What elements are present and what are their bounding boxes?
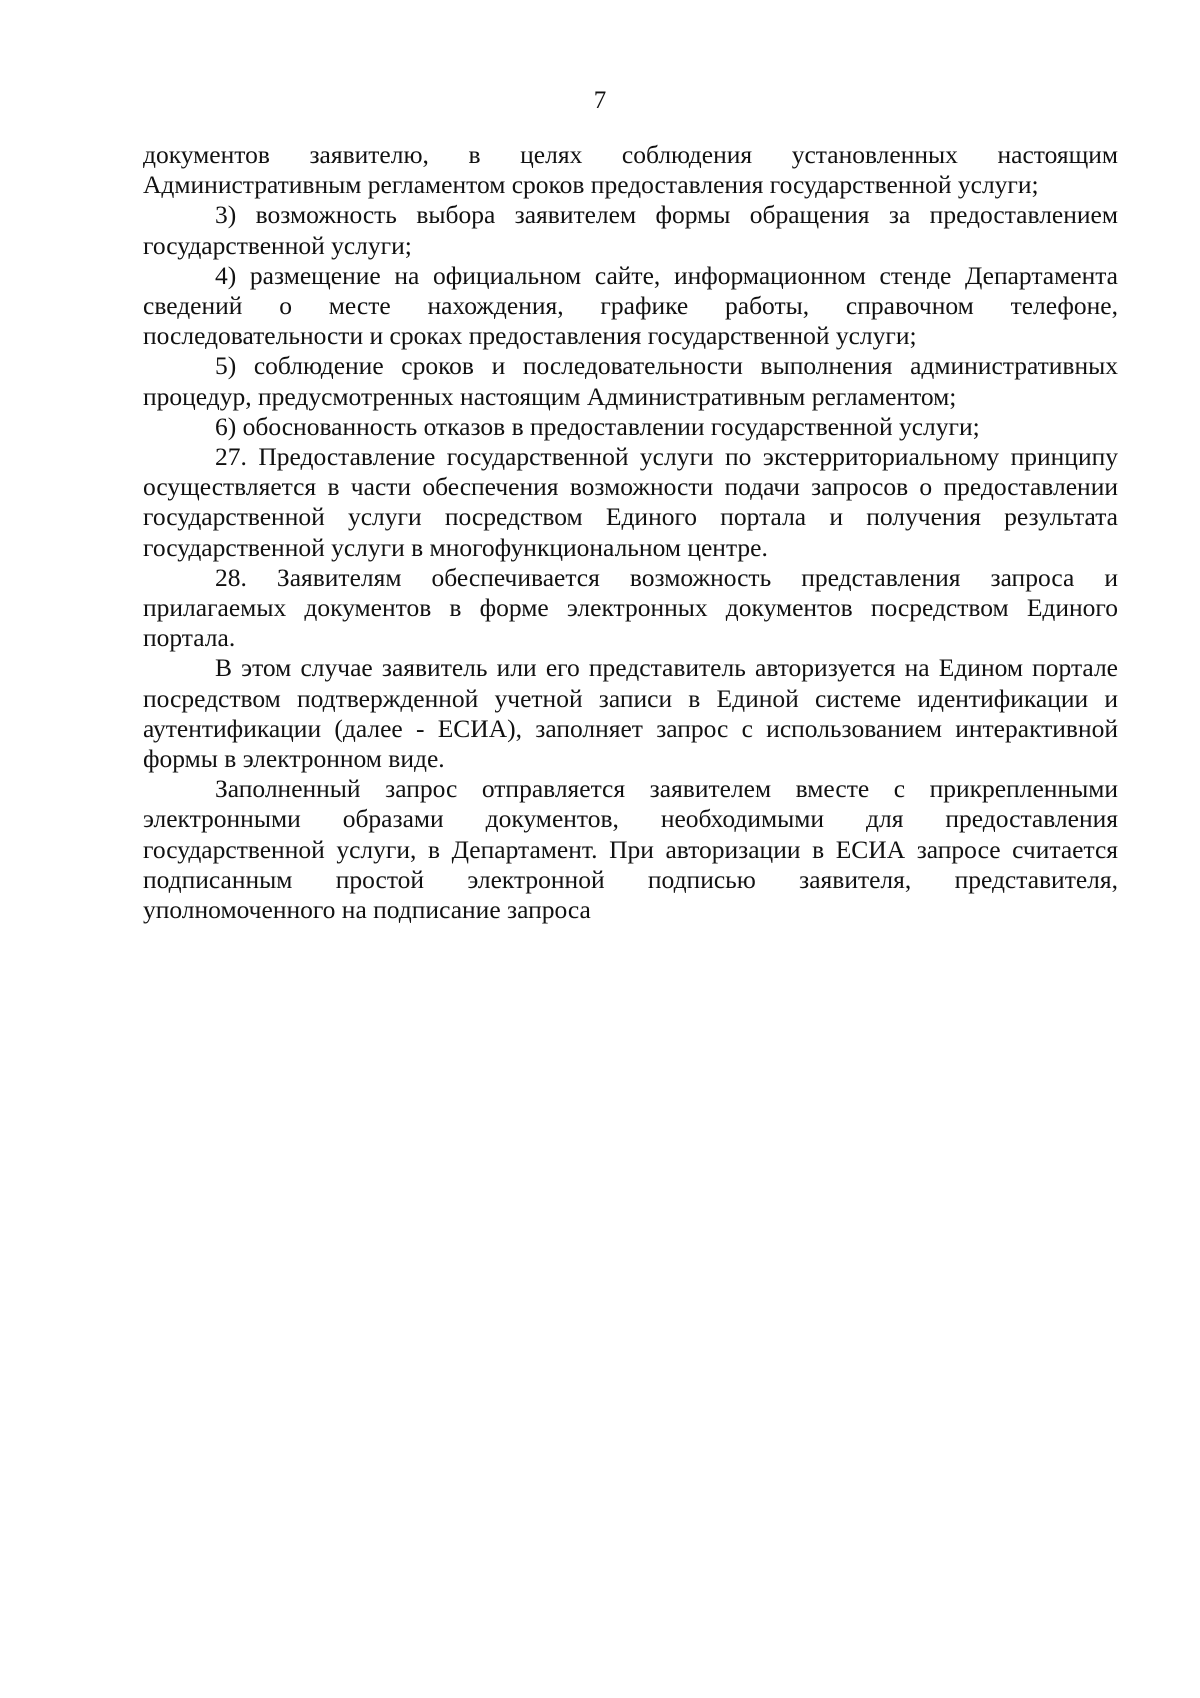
paragraph-clause-27: 27. Предоставление государственной услуги по экстерриториальному принципу осуществляется в части обеспечения возможности подачи запросов о предоставлении государственной услуги посредством Единого портала и получения результата государственной услуги в многофункциональном центре. — [143, 442, 1118, 562]
paragraph-esia-authorization: В этом случае заявитель или его представитель авторизуется на Едином портале посредством подтвержденной учетной записи в Единой системе идентификации и аутентификации (далее - ЕСИА), заполняет запрос с использованием интерактивной формы в электронном виде. — [143, 653, 1118, 774]
paragraph-request-submission: Заполненный запрос отправляется заявителем вместе с прикрепленными электронными образами документов, необходимыми для предоставления государственной услуги, в Департамент. При авторизации в ЕСИА запросе считается подписанным простой электронной подписью заявителя, представителя, уполномоченного на подписание запроса — [143, 774, 1118, 925]
document-body — [143, 140, 1118, 925]
paragraph-item-3: 3) возможность выбора заявителем формы обращения за предоставлением государственной услуги; — [143, 200, 1118, 260]
paragraph-item-6: 6) обоснованность отказов в предоставлении государственной услуги; — [215, 411, 980, 441]
paragraph-item-4: 4) размещение на официальном сайте, информационном стенде Департамента сведений о месте нахождения, графике работы, справочном телефоне, последовательности и сроках предоставления государственной услуги; — [143, 260, 1118, 351]
paragraph-item-5: 5) соблюдение сроков и последовательности выполнения административных процедур, предусмотренных настоящим Административным регламентом; — [143, 351, 1118, 411]
page-number: 7 — [593, 87, 607, 114]
paragraph-clause-28: 28. Заявителям обеспечивается возможность представления запроса и прилагаемых документов в форме электронных документов посредством Единого портала. — [143, 562, 1118, 653]
paragraph-continuation: документов заявителю, в целях соблюдения установленных настоящим Административным регламентом сроков предоставления государственной услуги; — [143, 140, 1118, 200]
